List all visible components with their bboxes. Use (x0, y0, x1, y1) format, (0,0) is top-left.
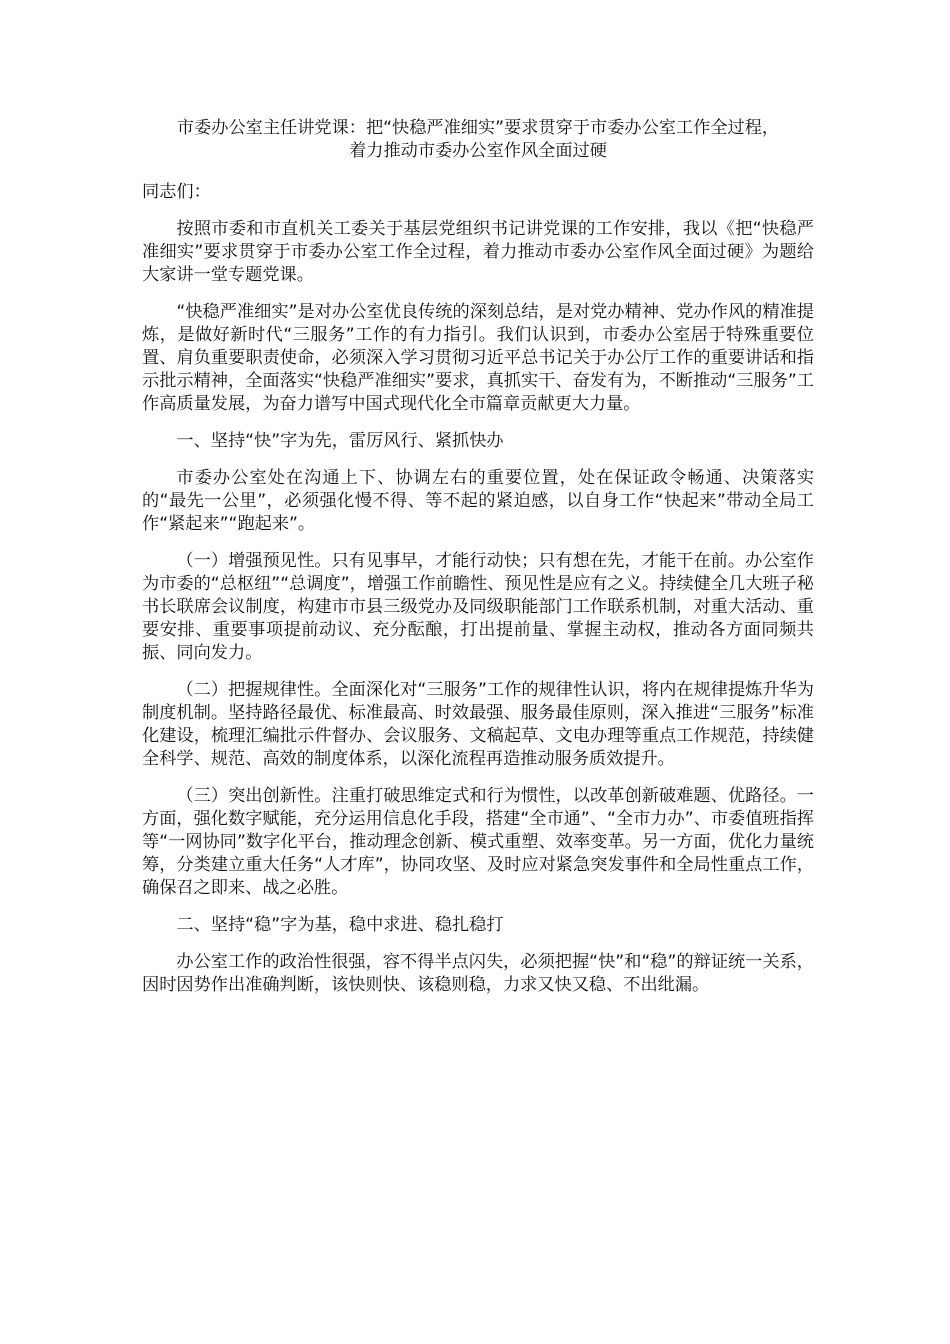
paragraph-section-1-point-1: （一）增强预见性。只有见事早，才能行动快；只有想在先，才能干在前。办公室作为市委的“总枢纽”“总调度”，增强工作前瞻性、预见性是应有之义。持续健全几大班子秘书长联席会议制度，构建市市县三级党办及同级职能部门工作联系机制，对重大活动、重要安排、重要事项提前动议、充分酝酿，打出提前量、掌握主动权，推动各方面同频共振、同向发力。 (142, 551, 814, 663)
section-heading-2: 二、坚持“稳”字为基，稳中求进、稳扎稳打 (176, 915, 504, 935)
section-heading-1: 一、坚持“快”字为先，雷厉风行、紧抓快办 (176, 431, 504, 451)
paragraph-section-1-point-2: （二）把握规律性。全面深化对“三服务”工作的规律性认识，将内在规律提炼升华为制度机制。坚持路径最优、标准最高、时效最强、服务最佳原则，深入推进“三服务”标准化建设，梳理汇编批示件督办、会议服务、文稿起草、文电办理等重点工作规范，持续健全科学、规范、高效的制度体系，以深化流程再造推动服务质效提升。 (142, 680, 814, 769)
greeting: 同志们： (142, 182, 211, 202)
paragraph-overview: “快稳严准细实”是对办公室优良传统的深刻总结，是对党办精神、党办作风的精准提炼，是做好新时代“三服务”工作的有力指引。我们认识到，市委办公室居于特殊重要位置、肩负重要职责使命，必须深入学习贯彻习近平总书记关于办公厅工作的重要讲话和指示批示精神，全面落实“快稳严准细实”要求，真抓实干、奋发有为，不断推动“三服务”工作高质量发展，为奋力谱写中国式现代化全市篇章贡献更大力量。 (142, 302, 814, 414)
paragraph-section-2-intro: 办公室工作的政治性很强，容不得半点闪失，必须把握“快”和“稳”的辩证统一关系，因时因势作出准确判断，该快则快、该稳则稳，力求又快又稳、不出纰漏。 (142, 952, 814, 995)
paragraph-intro: 按照市委和市直机关工委关于基层党组织书记讲党课的工作安排，我以《把“快稳严准细实”要求贯穿于市委办公室工作全过程，着力推动市委办公室作风全面过硬》为题给大家讲一堂专题党课。 (142, 219, 814, 285)
document-page (142, 117, 814, 1011)
document-title-line-2: 着力推动市委办公室作风全面过硬 (349, 141, 607, 161)
paragraph-section-1-point-3: （三）突出创新性。注重打破思维定式和行为惯性，以改革创新破难题、优路径。一方面，强化数字赋能，充分运用信息化手段，搭建“全市通”、“全市力办”、市委值班指挥等“一网协同”数字化平台，推动理念创新、模式重塑、效率变革。另一方面，优化力量统筹，分类建立重大任务“人才库”，协同攻坚、及时应对紧急突发事件和全局性重点工作，确保召之即来、战之必胜。 (142, 786, 814, 898)
document-title (132, 117, 824, 163)
paragraph-section-1-intro: 市委办公室处在沟通上下、协调左右的重要位置，处在保证政令畅通、决策落实的“最先一公里”，必须强化慢不得、等不起的紧迫感，以自身工作“快起来”带动全局工作“紧起来”“跑起来”。 (142, 468, 814, 534)
document-title-line-1: 市委办公室主任讲党课：把“快稳严准细实”要求贯穿于市委办公室工作全过程， (176, 118, 780, 138)
